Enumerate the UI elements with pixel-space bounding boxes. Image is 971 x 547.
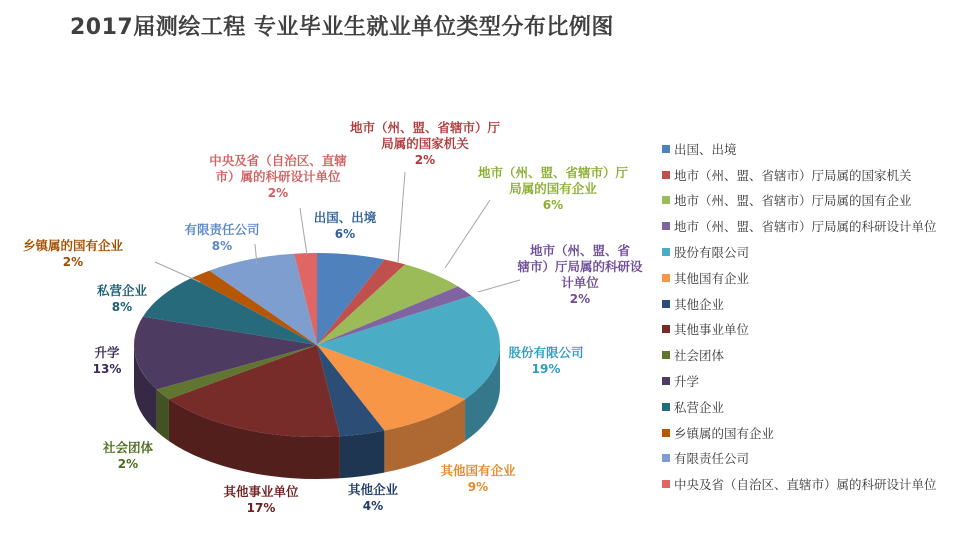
legend-item	[662, 136, 937, 162]
data-label-percent: 2%	[414, 153, 436, 167]
legend-label: 其他企业	[674, 296, 725, 312]
legend-swatch	[662, 171, 670, 179]
data-label-percent: 6%	[334, 227, 356, 241]
legend-label: 中央及省（自治区、直辖市）属的科研设计单位	[674, 477, 937, 493]
legend-label: 出国、出境	[674, 141, 737, 157]
legend-label: 乡镇属的国有企业	[674, 425, 775, 441]
data-label	[209, 153, 347, 201]
data-label	[350, 120, 500, 168]
data-label	[184, 222, 259, 254]
legend-item	[662, 188, 937, 214]
legend-swatch	[662, 196, 670, 204]
data-label	[97, 283, 147, 315]
legend-label: 升学	[674, 374, 700, 390]
data-label-name: 地市（州、盟、省 辖市）厅局属的科研设 计单位	[517, 243, 643, 290]
legend-swatch	[662, 248, 670, 256]
chart-title: 2017届测绘工程 专业毕业生就业单位类型分布比例图	[70, 15, 614, 40]
data-label-percent: 19%	[531, 362, 561, 376]
legend-label: 股份有限公司	[674, 245, 750, 261]
data-label	[478, 165, 628, 213]
data-label	[517, 243, 642, 307]
legend-item	[662, 471, 937, 497]
legend-swatch	[662, 403, 670, 411]
legend-label: 私营企业	[674, 399, 725, 415]
legend-item	[662, 239, 937, 265]
data-label	[23, 238, 123, 270]
legend-swatch	[662, 274, 670, 282]
legend-swatch	[662, 351, 670, 359]
data-label-percent: 2%	[117, 457, 139, 471]
data-label-percent: 4%	[362, 499, 384, 513]
data-label	[508, 345, 583, 377]
legend-label: 地市（州、盟、省辖市）厅局属的国家机关	[674, 167, 912, 183]
legend-label: 地市（州、盟、省辖市）厅局属的国有企业	[674, 193, 912, 209]
data-label	[103, 440, 153, 472]
pie-side-其他企业	[340, 431, 384, 479]
data-label-percent: 13%	[92, 362, 122, 376]
data-label-name: 地市（州、盟、省辖市）厅 局属的国有企业	[477, 165, 629, 196]
data-label-name: 股份有限公司	[508, 345, 584, 360]
legend-item	[662, 446, 937, 472]
legend-item	[662, 368, 937, 394]
data-label-name: 出国、出境	[313, 210, 377, 225]
legend-swatch	[662, 377, 670, 385]
leader-line	[478, 280, 520, 292]
data-label-name: 其他事业单位	[223, 484, 299, 499]
data-label-percent: 6%	[542, 198, 564, 212]
data-label-name: 地市（州、盟、省辖市）厅 局属的国家机关	[349, 120, 501, 151]
data-label-percent: 2%	[569, 292, 591, 306]
legend-item	[662, 291, 937, 317]
legend-label: 社会团体	[674, 348, 725, 364]
data-label	[348, 482, 398, 514]
legend-label: 有限责任公司	[674, 451, 750, 467]
legend	[662, 136, 937, 497]
legend-item	[662, 342, 937, 368]
leader-line	[300, 208, 307, 255]
legend-label: 其他国有企业	[674, 270, 750, 286]
data-label-name: 其他企业	[347, 482, 399, 497]
legend-swatch	[662, 145, 670, 153]
data-label-name: 社会团体	[102, 440, 154, 455]
legend-swatch	[662, 300, 670, 308]
legend-swatch	[662, 222, 670, 230]
data-label-name: 私营企业	[96, 283, 148, 298]
legend-item	[662, 213, 937, 239]
data-label-percent: 2%	[267, 186, 289, 200]
data-label-percent: 9%	[467, 480, 489, 494]
leader-line	[398, 172, 405, 262]
data-label-percent: 2%	[62, 255, 84, 269]
data-label-name: 升学	[94, 345, 120, 360]
legend-item	[662, 265, 937, 291]
data-label-name: 其他国有企业	[440, 463, 516, 478]
data-label-name: 有限责任公司	[184, 222, 260, 237]
legend-swatch	[662, 454, 670, 462]
data-label-percent: 8%	[211, 239, 233, 253]
legend-item	[662, 162, 937, 188]
data-label	[223, 484, 298, 516]
data-label-name: 乡镇属的国有企业	[22, 238, 124, 253]
leader-line	[155, 262, 200, 282]
data-label	[93, 345, 122, 377]
legend-label: 其他事业单位	[674, 322, 750, 338]
data-label-percent: 17%	[246, 501, 276, 515]
data-label-percent: 8%	[111, 300, 133, 314]
legend-swatch	[662, 325, 670, 333]
legend-item	[662, 394, 937, 420]
data-label	[440, 463, 515, 495]
data-label	[314, 210, 377, 242]
legend-swatch	[662, 429, 670, 437]
pie-top-faces	[134, 253, 500, 437]
data-label-name: 中央及省（自治区、直辖 市）属的科研设计单位	[209, 153, 347, 184]
legend-item	[662, 317, 937, 343]
legend-swatch	[662, 480, 670, 488]
legend-label: 地市（州、盟、省辖市）厅局属的科研设计单位	[674, 219, 937, 235]
legend-item	[662, 420, 937, 446]
